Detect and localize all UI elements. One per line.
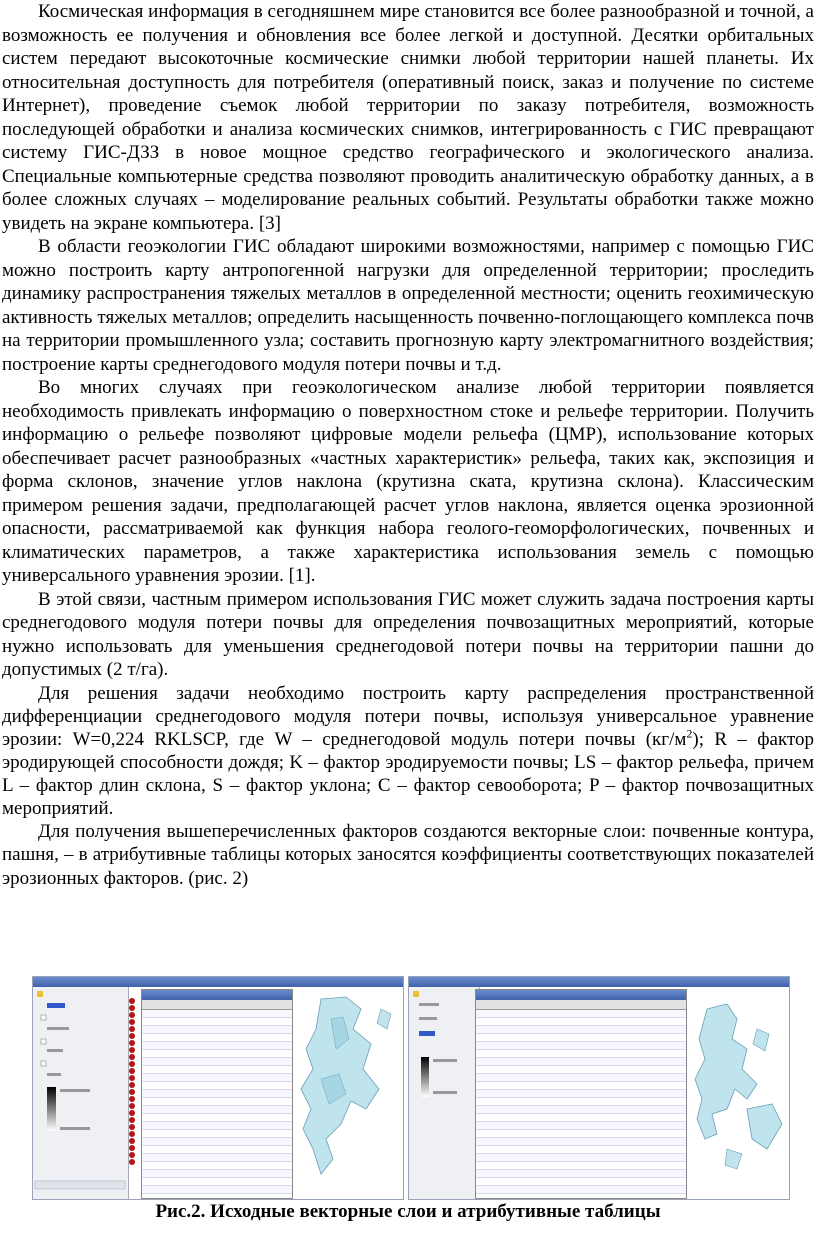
superscript: 2 — [686, 726, 693, 741]
layers-icon — [409, 987, 479, 1199]
attribute-table-right — [475, 989, 687, 1199]
figure-caption: Рис.2. Исходные векторные слои и атрибутивные таблицы — [155, 1201, 661, 1222]
paragraph-6: Для получения вышеперечисленных факторов создаются векторные слои: почвенные контура, пашня, – в атрибутивные таблицы которых заносятся коэффициенты соответствующих показателей эрозионных факторов. (рис. 2) — [2, 820, 814, 889]
polygon-map-icon — [291, 989, 403, 1189]
paragraph-5 — [0, 682, 816, 820]
window-titlebar — [409, 977, 789, 987]
window-titlebar — [33, 977, 403, 987]
paragraph-1: Космическая информация в сегодняшнем мире становится все более разнообразной и точной, а возможность ее получения и обновления все более легкой и доступной. Десятки орбитальных систем передают высокоточные космические снимки любой территории нашей планеты. Их относительная доступность для потребителя (оперативный поиск, заказ и получение по системе Интернет), проведение съемок любой территории по заказу потребителя, возможность последующей обработки и анализа космических снимков, интегрированность с ГИС превращают систему ГИС-ДЗЗ в новое мощное средство географического и экологического анализа. Специальные компьютерные средства позволяют проводить аналитическую обработку данных, а в более сложных случаях – моделирование реальных событий. Результаты обработки также можно увидеть на экране компьютера. [3] — [2, 1, 814, 234]
paragraph-5-end: ); R – фактор эродирующей способности дождя; K – фактор эродируемости почвы; LS – фактор рельефа, причем L – фактор длин склона, S – фактор уклона; C – фактор севооборота; P – фактор почвозащитных мероприятий. — [2, 728, 814, 819]
layers-panel — [33, 987, 129, 1199]
gis-window-left — [32, 976, 404, 1200]
paragraph-3: Во многих случаях при геоэкологическом анализе любой территории появляется необходимость привлекать информацию о поверхностном стоке и рельефе территории. Получить информацию о рельефе позволяют цифровые модели рельефа (ЦМР), использование которых обеспечивает расчет разнообразных «частных характеристик» рельефа, таких как, экспозиция и форма склонов, значение углов наклона (крутизна ската, крутизна склона). Классическим примером решения задачи, предполагающей расчет углов наклона, является оценка эрозионной опасности, рассматриваемой как функция набора геолого-геоморфологических, почвенных и климатических параметров, а также характеристика использования земель с помощью универсального уравнения эрозии. [1]. — [2, 377, 814, 586]
paragraph-5-start: Для решения задачи необходимо построить карту распределения пространственной дифференциации среднегодового модуля потери почвы, используя универсальное уравнение эрозии: W=0,224 RKLSCP, где W – среднегодовой модуль потери почвы (кг/м — [2, 682, 814, 750]
legend-gradient-icon — [421, 1057, 429, 1097]
attribute-table-left — [141, 989, 293, 1199]
figure-screenshots — [0, 968, 816, 1198]
polygon-map-icon — [687, 989, 789, 1189]
gis-window-right — [408, 976, 790, 1200]
layers-icon — [33, 987, 128, 1199]
layers-panel — [409, 987, 480, 1199]
point-column — [129, 997, 135, 1166]
legend-gradient-icon — [47, 1087, 56, 1131]
paragraph-2: В области геоэкологии ГИС обладают широкими возможностями, например с помощью ГИС можно построить карту антропогенной нагрузки для определенной территории; проследить динамику распространения тяжелых металлов в определенной местности; оценить геохимическую активность тяжелых металлов; определить насыщенность почвенно-поглощающего комплекса почв на территории промышленного узла; составить прогнозную карту электромагнитного воздействия; построение карты среднегодового модуля потери почвы и т.д. — [2, 236, 814, 375]
paragraph-4: В этой связи, частным примером использования ГИС может служить задача построения карты среднегодового модуля потери почвы для определения почвозащитных мероприятий, которые нужно использовать для уменьшения среднегодовой потери почвы на территории пашни до допустимых (2 т/га). — [2, 588, 814, 680]
